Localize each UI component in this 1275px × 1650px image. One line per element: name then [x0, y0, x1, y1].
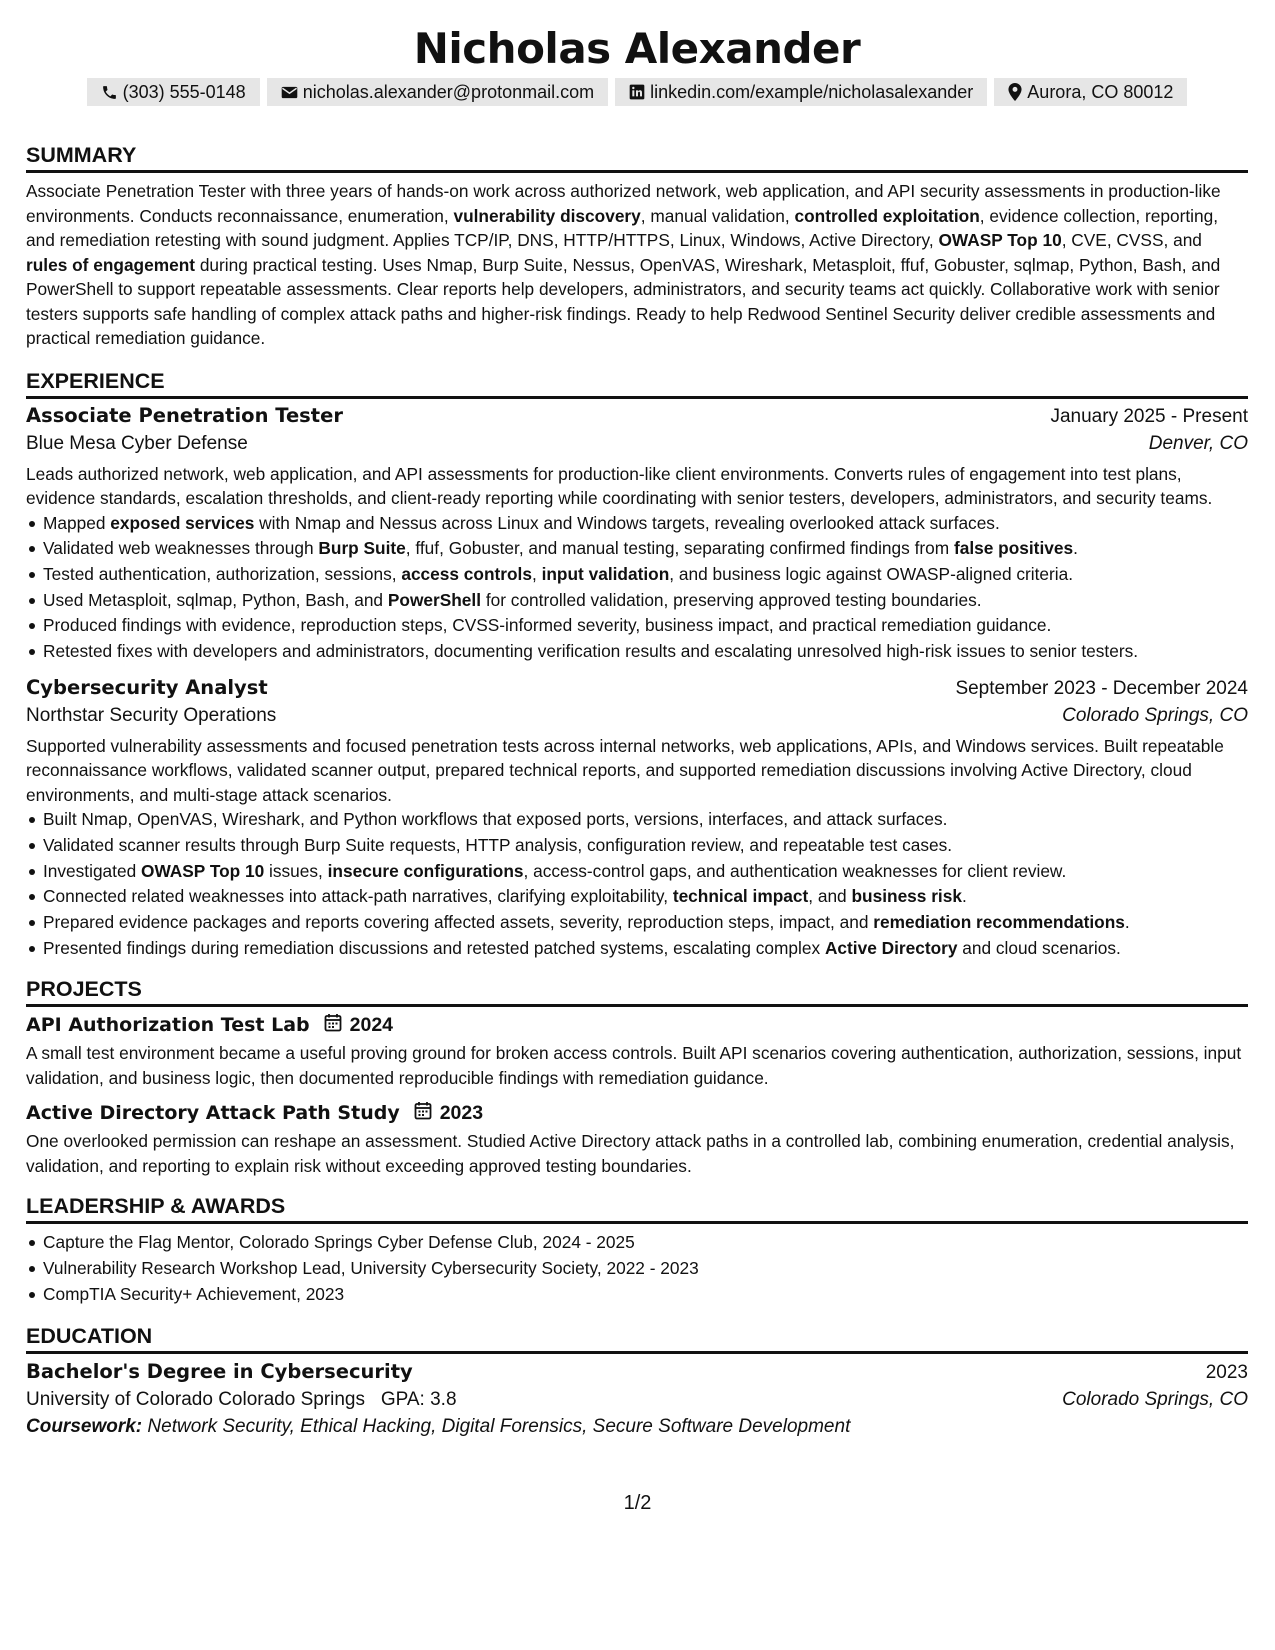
leadership-list [26, 1230, 1248, 1307]
degree-title: Bachelor's Degree in Cybersecurity [26, 1359, 413, 1383]
list-item: CompTIA Security+ Achievement, 2023 [43, 1282, 1248, 1308]
projects-section [26, 975, 1248, 1178]
list-item: Used Metasploit, sqlmap, Python, Bash, and PowerShell for controlled validation, preserving approved testing boundaries. [43, 588, 1248, 614]
summary-text: Associate Penetration Tester with three years of hands-on work across authorized network, web application, and API security assessments in production-like environments. Conducts reconnaissance, enumeration, vulnerability discovery, manual validation, controlled exploitation, evidence collection, reporting, and remediation retesting with sound judgment. Applies TCP/IP, DNS, HTTP/HTTPS, Linux, Windows, Active Directory, OWASP Top 10, CVE, CVSS, and rules of engagement during practical testing. Uses Nmap, Burp Suite, Nessus, OpenVAS, Wireshark, Metasploit, ffuf, Gobuster, sqlmap, Python, Bash, and PowerShell to support repeatable assessments. Clear reports help developers, administrators, and security teams act quickly. Collaborative work with senior testers supports safe handling of complex attack paths and higher-risk findings. Ready to help Redwood Sentinel Security deliver credible assessments and practical remediation guidance. [26, 181, 1221, 348]
list-item: Tested authentication, authorization, sessions, access controls, input validation, and business logic against OWASP-aligned criteria. [43, 562, 1248, 588]
experience-section [26, 367, 1248, 962]
phone-icon [101, 84, 118, 101]
linkedin-icon [629, 84, 645, 100]
graduation-year: 2023 [1205, 1361, 1248, 1383]
job-description: Leads authorized network, web application, and API assessments for production-like client environments. Converts rules of engagement into test plans, evidence standards, escalation thresholds, and client-ready reporting while coordinating with senior testers, developers, administrators, and security teams. [26, 463, 1213, 508]
job-dates: January 2025 - Present [1050, 405, 1248, 427]
job-description: Supported vulnerability assessments and focused penetration tests across internal networks, web applications, APIs, and Windows services. Built repeatable reconnaissance workflows, validated scanner output, prepared technical reports, and supported remediation discussions involving Active Directory, cloud environments, and multi-stage attack scenarios. [26, 735, 1224, 805]
coursework [26, 1416, 1248, 1438]
job-company: Blue Mesa Cyber Defense [26, 432, 248, 454]
list-item: Retested fixes with developers and administrators, documenting verification results and escalating unresolved high-risk issues to senior testers. [43, 639, 1248, 665]
school-location: Colorado Springs, CO [1062, 1388, 1248, 1410]
linkedin-url: linkedin.com/example/nicholasalexander [650, 81, 974, 102]
job-title: Cybersecurity Analyst [26, 675, 268, 699]
linkedin-chip[interactable] [615, 78, 987, 106]
candidate-name: Nicholas Alexander [413, 24, 861, 73]
list-item: Investigated OWASP Top 10 issues, insecure configurations, access-control gaps, and authentication weaknesses for client review. [43, 859, 1248, 885]
project-year: 2023 [439, 1101, 484, 1124]
summary-section [26, 141, 1248, 351]
envelope-icon [281, 85, 298, 100]
job-title: Associate Penetration Tester [26, 403, 343, 427]
contact-bar [26, 78, 1248, 106]
section-title-leadership: LEADERSHIP & AWARDS [26, 1192, 1248, 1224]
section-title-projects: PROJECTS [26, 975, 1248, 1007]
email-chip[interactable] [267, 78, 608, 106]
map-pin-icon [1008, 83, 1022, 101]
school-name: University of Colorado Colorado Springs [26, 1388, 365, 1410]
project-entry [26, 1013, 1248, 1090]
project-description: A small test environment became a useful proving ground for broken access controls. Built API scenarios covering authentication, authorization, sessions, input validation, and business logic, then documented reproducible findings with remediation guidance. [26, 1043, 1242, 1088]
resume-page [26, 0, 1248, 1438]
coursework-list: Network Security, Ethical Hacking, Digital Forensics, Secure Software Development [147, 1415, 851, 1437]
leadership-section [26, 1192, 1248, 1307]
list-item: Connected related weaknesses into attack-path narratives, clarifying exploitability, technical impact, and business risk. [43, 884, 1248, 910]
list-item: Built Nmap, OpenVAS, Wireshark, and Python workflows that exposed ports, versions, interfaces, and attack surfaces. [43, 807, 1248, 833]
education-section [26, 1322, 1248, 1438]
list-item: Validated scanner results through Burp Suite requests, HTTP analysis, configuration review, and repeatable test cases. [43, 833, 1248, 859]
coursework-label: Coursework: [26, 1415, 143, 1437]
email-address: nicholas.alexander@protonmail.com [302, 81, 595, 102]
job-entry [26, 676, 1248, 962]
project-description: One overlooked permission can reshape an assessment. Studied Active Directory attack paths in a controlled lab, combining enumeration, credential analysis, validation, and reporting to explain risk without exceeding approved testing boundaries. [26, 1131, 1235, 1176]
list-item: Prepared evidence packages and reports covering affected assets, severity, reproduction steps, impact, and remediation recommendations. [43, 910, 1248, 936]
list-item: Vulnerability Research Workshop Lead, University Cybersecurity Society, 2022 - 2023 [43, 1256, 1248, 1282]
job-location: Colorado Springs, CO [1062, 704, 1248, 726]
job-location: Denver, CO [1148, 432, 1248, 454]
job-entry [26, 404, 1248, 665]
list-item: Presented findings during remediation discussions and retested patched systems, escalating complex Active Directory and cloud scenarios. [43, 936, 1248, 962]
school-info [26, 1389, 457, 1411]
location-text: Aurora, CO 80012 [1027, 81, 1174, 102]
list-item: Mapped exposed services with Nmap and Nessus across Linux and Windows targets, revealing overlooked attack surfaces. [43, 511, 1248, 537]
project-year: 2024 [349, 1013, 394, 1036]
list-item: Capture the Flag Mentor, Colorado Springs Cyber Defense Club, 2024 - 2025 [43, 1230, 1248, 1256]
phone-number: (303) 555-0148 [122, 81, 246, 102]
section-title-summary: SUMMARY [26, 141, 1248, 173]
project-title: API Authorization Test Lab [26, 1014, 310, 1037]
section-title-education: EDUCATION [26, 1322, 1248, 1354]
gpa: GPA: 3.8 [380, 1388, 457, 1410]
calendar-icon [414, 1101, 432, 1125]
list-item: Produced findings with evidence, reproduction steps, CVSS-informed severity, business impact, and practical remediation guidance. [43, 613, 1248, 639]
job-bullets [26, 807, 1248, 961]
section-title-experience: EXPERIENCE [26, 367, 1248, 399]
project-entry [26, 1101, 1248, 1178]
phone-chip[interactable] [87, 78, 260, 106]
job-dates: September 2023 - December 2024 [955, 677, 1248, 699]
calendar-icon [324, 1013, 342, 1037]
job-company: Northstar Security Operations [26, 704, 277, 726]
location-chip [994, 78, 1187, 106]
list-item: Validated web weaknesses through Burp Suite, ffuf, Gobuster, and manual testing, separating confirmed findings from false positives. [43, 536, 1248, 562]
page-number: 1/2 [623, 1492, 652, 1514]
job-bullets [26, 511, 1248, 665]
project-title: Active Directory Attack Path Study [26, 1102, 400, 1125]
